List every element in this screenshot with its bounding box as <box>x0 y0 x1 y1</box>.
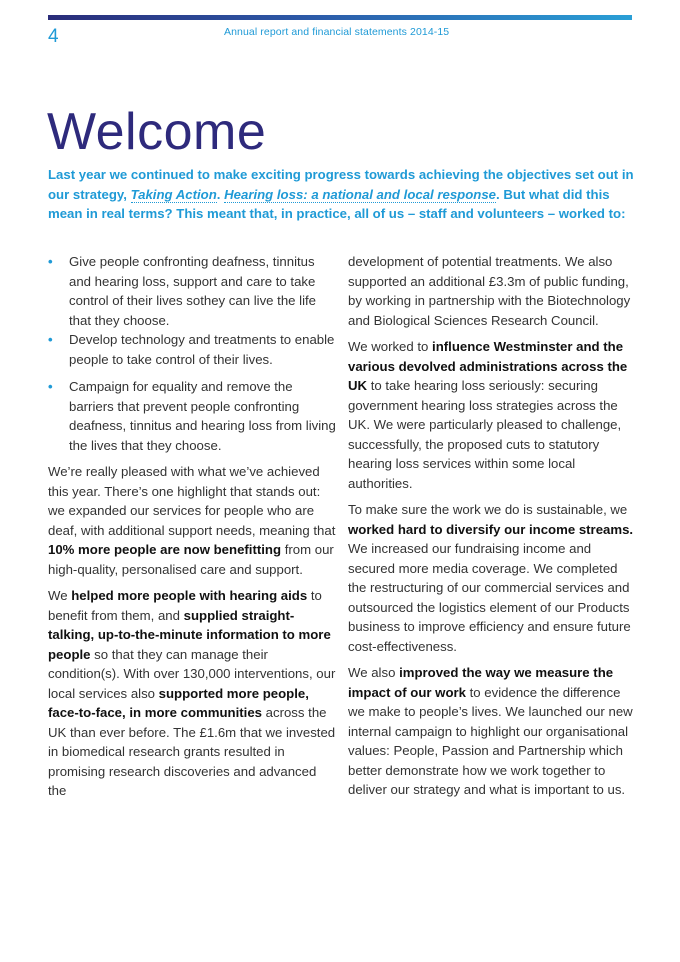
list-item <box>48 330 338 369</box>
text: across the UK than ever before. The £1.6m that we invested in biomedical research grants resulted in promising research discoveries and advanced the <box>48 705 336 798</box>
list-item <box>48 252 338 330</box>
paragraph-services <box>48 462 338 579</box>
header-rule <box>48 15 632 20</box>
page-number: 4 <box>48 26 59 47</box>
text: We increased our fundraising income and secured more media coverage. We completed the restructuring of our commercial services and outsourced the logistics element of our Products business to improve efficiency and ensure future cost-effectiveness. <box>348 541 631 654</box>
paragraph-hearing-aids <box>48 586 338 801</box>
strategy-link-taking-action[interactable]: Taking Action <box>130 186 217 202</box>
objectives-list <box>48 252 338 455</box>
intro-text: Last year we continued to make exciting progress towards achieving the objectives set out in our strategy, <box>48 167 634 202</box>
list-item-text: Campaign for equality and remove the barriers that prevent people confronting deafness, tinnitus and hearing loss from living the lives that they choose. <box>69 379 336 453</box>
text: from our high-quality, personalised care and support. <box>48 542 334 577</box>
text: To make sure the work we do is sustainable, we <box>348 502 628 517</box>
right-column <box>348 252 638 807</box>
page-title: Welcome <box>47 103 267 161</box>
bullet-icon: • <box>48 379 53 394</box>
text: We <box>48 588 72 603</box>
text: to benefit from them, and <box>48 588 322 623</box>
intro-separator: . <box>216 186 225 202</box>
highlight-text: worked hard to diversify our income streams. <box>348 521 634 537</box>
list-item-text: Develop technology and treatments to enable people to take control of their lives. <box>69 332 335 367</box>
list-item-text: Give people confronting deafness, tinnitus and hearing loss, support and care to take control of their lives sothey can live the life that they choose. <box>69 254 317 328</box>
bullet-icon: • <box>48 254 53 269</box>
text: We also <box>348 665 400 680</box>
highlight-text: improved the way we measure the impact of our work <box>348 665 614 700</box>
running-header: Annual report and financial statements 2014-15 <box>224 26 450 38</box>
highlight-text: helped more people with hearing aids <box>71 588 308 603</box>
paragraph-income <box>348 500 638 656</box>
text: We worked to <box>348 339 433 354</box>
bullet-icon: • <box>48 332 53 347</box>
text: to take hearing loss seriously: securing government hearing loss strategies across the UK. We were particularly pleased to challenge, successfully, the proposed cuts to statutory hearing loss services within some local authorities. <box>348 378 622 491</box>
intro-paragraph <box>48 165 638 224</box>
highlight-text: supported more people, face-to-face, in more communities <box>48 685 309 720</box>
text: to evidence the difference we make to people’s lives. We launched our new internal campaign to highlight our organisational values: People, Passion and Partnership which better demonstrate how we work together to deliver our strategy and what is important to us. <box>348 684 633 797</box>
highlight-text: supplied straight-talking, up-to-the-minute information to more people <box>48 607 331 662</box>
list-item <box>48 377 338 455</box>
text: so that they can manage their condition(s). With over 130,000 interventions, our local services also <box>48 646 336 701</box>
highlight-text: 10% more people are now benefitting <box>48 542 282 557</box>
strategy-link-hearing-loss[interactable]: Hearing loss: a national and local response <box>224 186 497 202</box>
left-column <box>48 252 338 808</box>
paragraph-influence <box>348 337 638 493</box>
intro-text-continued: . But what did this mean in real terms? This meant that, in practice, all of us – staff and volunteers – worked to: <box>48 186 626 221</box>
text: We’re really pleased with what we’ve achieved this year. There’s one highlight that stands out: we expanded our services for people who are deaf, with additional support needs, meaning that <box>48 464 336 538</box>
paragraph-research: development of potential treatments. We also supported an additional £3.3m of public funding, by working in partnership with the Biotechnology and Biological Sciences Research Council. <box>348 254 631 328</box>
highlight-text: influence Westminster and the various devolved administrations across the UK <box>348 339 628 393</box>
paragraph-impact <box>348 663 638 800</box>
